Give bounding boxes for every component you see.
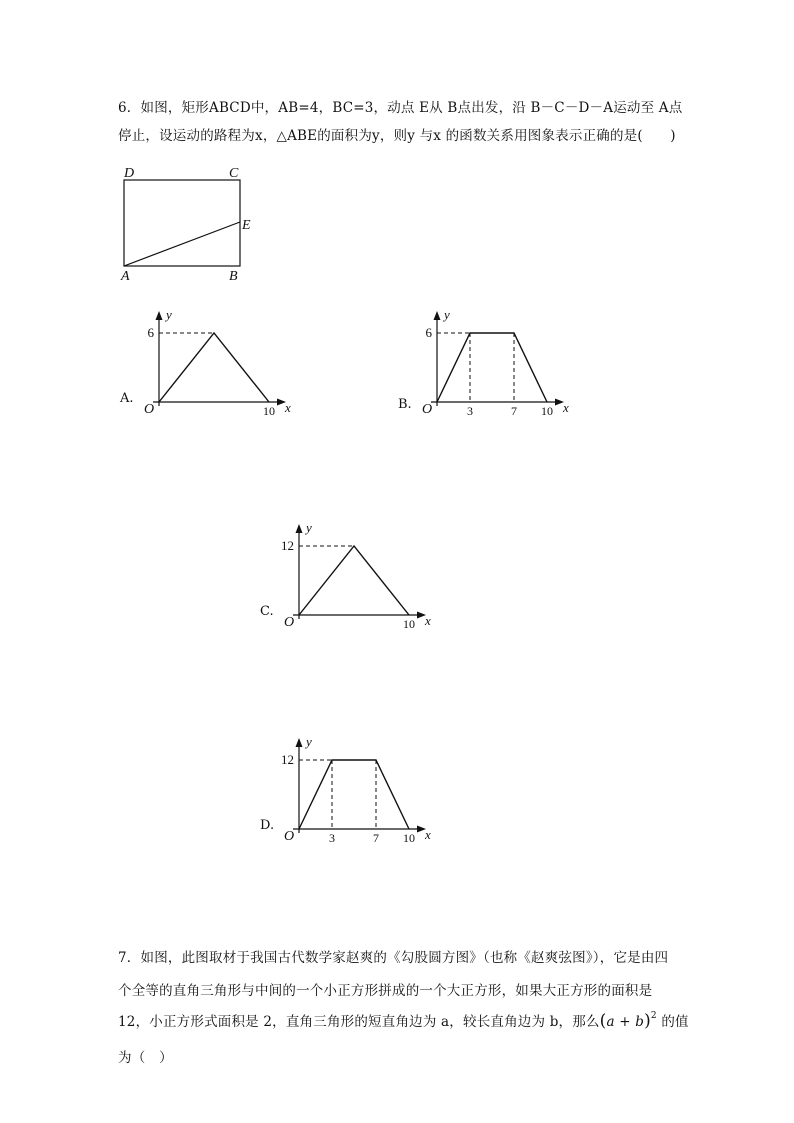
- label-d: D: [124, 166, 135, 181]
- question-6-line-2: 停止，设运动的路程为x，△ABE的面积为y，则y 与x 的函数关系用图象表示正确的是( ): [118, 128, 676, 144]
- y-axis-label: y: [306, 734, 312, 749]
- option-d-graph[interactable]: [258, 732, 448, 847]
- x-tick-label-3: 3: [329, 831, 335, 845]
- x-axis-label: x: [425, 613, 431, 628]
- expr-a-plus-b: a + b: [606, 1014, 645, 1030]
- x-tick-label-10: 10: [541, 404, 553, 418]
- exponent-2: 2: [650, 1011, 657, 1021]
- x-axis-label: x: [285, 400, 291, 415]
- question-7-line-3-text: 12，小正方形式面积是 2，直角三角形的短直角边为 a，较长直角边为 b，那么: [118, 1014, 600, 1030]
- option-d-plot: [258, 732, 448, 847]
- rectangle-abcd: [124, 180, 240, 266]
- option-c-letter: C.: [260, 604, 274, 619]
- x-tick-label-10: 10: [403, 617, 415, 631]
- label-b: B: [229, 269, 238, 284]
- label-a: A: [121, 269, 130, 284]
- function-line: [299, 546, 409, 615]
- origin-label: O: [284, 829, 295, 844]
- option-c-graph[interactable]: [258, 518, 448, 633]
- function-line: [159, 333, 269, 402]
- y-axis-label: y: [306, 520, 312, 535]
- question-7-line-3-tail: 的值: [656, 1014, 689, 1030]
- origin-label: O: [144, 402, 155, 417]
- origin-label: O: [284, 615, 295, 630]
- label-e: E: [242, 218, 251, 233]
- y-tick-label: 12: [281, 752, 294, 767]
- paren-close: ): [644, 1011, 651, 1031]
- x-tick-label-10: 10: [263, 404, 275, 418]
- function-line: [437, 333, 547, 402]
- question-7-line-2: 个全等的直角三角形与中间的一个小正方形拼成的一个大正方形，如果大正方形的面积是: [118, 983, 653, 999]
- question-7-line-3: [118, 1010, 689, 1031]
- y-axis-label: y: [444, 307, 450, 322]
- option-b-graph[interactable]: [396, 305, 586, 420]
- rectangle-abcd-figure: [110, 160, 270, 285]
- segment-ae: [124, 222, 240, 266]
- y-tick-label: 12: [281, 538, 294, 553]
- option-a-letter: A.: [120, 391, 134, 406]
- x-tick-label-3: 3: [467, 404, 473, 418]
- y-axis-arrow: [296, 524, 303, 533]
- y-axis-arrow: [156, 311, 163, 320]
- option-b-plot: [396, 305, 586, 420]
- x-axis-label: x: [563, 400, 569, 415]
- y-axis-arrow: [296, 738, 303, 747]
- option-a-plot: [118, 305, 308, 420]
- y-tick-label: 6: [425, 325, 432, 340]
- option-a-graph[interactable]: [118, 305, 308, 420]
- paren-open: (: [599, 1011, 607, 1031]
- option-b-letter: B.: [398, 397, 412, 412]
- option-c-plot: [258, 518, 448, 633]
- x-tick-label-7: 7: [511, 404, 517, 418]
- question-7-line-1: 7．如图，此图取材于我国古代数学家赵爽的《勾股圆方图》（也称《赵爽弦图》），它是由四: [118, 950, 669, 966]
- question-6-line-1: 6．如图，矩形ABCD中，AB=4，BC=3，动点 E从 B点出发，沿 B－C－D－A运动至 A点: [118, 100, 683, 116]
- option-d-letter: D.: [260, 818, 275, 833]
- question-7-line-4: 为（ ）: [118, 1050, 173, 1066]
- y-axis-arrow: [434, 311, 441, 320]
- y-tick-label: 6: [147, 325, 154, 340]
- x-axis-label: x: [425, 827, 431, 842]
- label-c: C: [229, 166, 239, 181]
- x-tick-label-10: 10: [403, 831, 415, 845]
- function-line: [299, 760, 409, 829]
- origin-label: O: [422, 402, 433, 417]
- y-axis-label: y: [166, 307, 172, 322]
- x-tick-label-7: 7: [373, 831, 379, 845]
